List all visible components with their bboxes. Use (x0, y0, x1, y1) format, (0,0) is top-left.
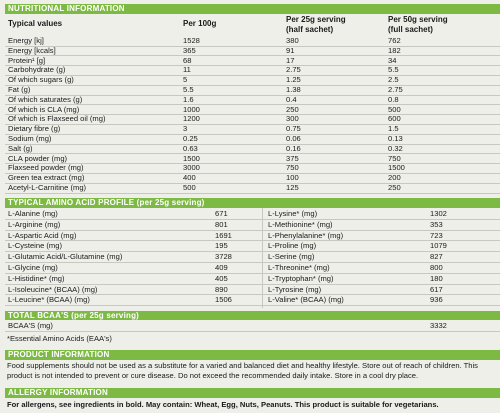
nutritional-header: NUTRITIONAL INFORMATION (5, 4, 500, 14)
nutrition-row-value: 1528 (183, 36, 200, 45)
nutrition-row-value: 250 (388, 183, 401, 192)
nutrition-row-label: Protein¹ [g] (8, 55, 46, 65)
amino-left-label: L-Glycine (mg) (8, 263, 58, 272)
nutrition-row-value: 0.25 (183, 134, 198, 143)
col-per-100g: Per 100g (183, 19, 217, 28)
nutrition-row-label: Of which is CLA (mg) (8, 104, 80, 114)
amino-right-label: L-Serine (mg) (268, 252, 315, 262)
nutrition-row-label: Of which saturates (g) (8, 94, 83, 104)
nutrition-row-label: Fat (g) (8, 85, 31, 94)
nutrition-row-value: 5.5 (388, 65, 399, 75)
nutrition-row-label: Flaxseed powder (mg) (8, 163, 84, 173)
amino-row-rule (5, 262, 500, 263)
nutrition-row-value: 3 (183, 124, 188, 134)
nutrition-row-label: Of which sugars (g) (8, 75, 74, 85)
amino-header: TYPICAL AMINO ACID PROFILE (per 25g serving) (5, 198, 500, 208)
nutrition-row-value: 600 (388, 114, 401, 124)
nutrition-row-rule (5, 134, 500, 135)
nutrition-row-value: 5 (183, 75, 188, 85)
nutrition-row-value: 0.13 (388, 134, 403, 143)
nutrition-row-rule (5, 55, 500, 56)
nutrition-row-value: 1000 (183, 104, 200, 114)
nutrition-row-value: 750 (286, 163, 299, 173)
nutrition-row-rule (5, 65, 500, 66)
nutrition-row-value: 3000 (183, 163, 200, 173)
amino-right-label: L-Valine* (BCAA) (mg) (268, 295, 344, 305)
amino-row-rule (5, 305, 500, 306)
nutrition-row-value: 0.06 (286, 134, 301, 143)
product-text: Food supplements should not be used as a substitute for a varied and balanced diet and healthy lifestyle. Store out of reach of children. This product is not intended to prevent or cure disease. Do not exceed the recommended daily intake. Store in a cool dry place. (7, 361, 478, 380)
nutrition-row-value: 400 (183, 173, 196, 183)
nutrition-row-value: 0.8 (388, 94, 399, 104)
amino-left-label: L-Isoleucine* (BCAA) (mg) (8, 284, 98, 294)
amino-left-label: L-Alanine (mg) (8, 209, 58, 218)
amino-left-value: 409 (215, 263, 228, 272)
nutrition-row-label: Of which is Flaxseed oil (mg) (8, 114, 106, 124)
amino-right-label: L-Tyrosine (mg) (268, 284, 322, 294)
nutrition-row-label: CLA powder (mg) (8, 153, 68, 163)
amino-right-value: 617 (430, 284, 443, 294)
nutrition-row-value: 380 (286, 36, 299, 45)
nutrition-row-value: 1.25 (286, 75, 301, 85)
nutrition-row-value: 68 (183, 55, 192, 65)
amino-divider (262, 208, 263, 308)
bcaa-header: TOTAL BCAA'S (per 25g serving) (5, 311, 500, 320)
bcaa-label: BCAA'S (mg) (8, 321, 53, 330)
amino-right-label: L-Proline (mg) (268, 241, 317, 251)
amino-right-label: L-Phenylalanine* (mg) (268, 230, 344, 240)
allergy-header: ALLERGY INFORMATION (5, 388, 500, 398)
nutrition-row-value: 0.16 (286, 143, 301, 153)
nutrition-row-label: Energy [kj] (8, 36, 44, 45)
amino-left-label: L-Aspartic Acid (mg) (8, 230, 77, 240)
nutrition-row-value: 0.75 (286, 124, 301, 134)
nutrition-row-value: 2.75 (286, 65, 301, 75)
amino-left-value: 195 (215, 241, 228, 251)
amino-row-rule (5, 273, 500, 274)
amino-left-label: L-Histidine* (mg) (8, 273, 65, 283)
nutrition-row-value: 762 (388, 36, 401, 45)
amino-left-value: 1506 (215, 295, 232, 305)
nutrition-row-value: 1500 (388, 163, 405, 173)
nutrition-row-value: 300 (286, 114, 299, 124)
nutrition-row-rule (5, 144, 500, 145)
nutrition-row-rule (5, 153, 500, 154)
nutrition-row-value: 34 (388, 55, 397, 65)
nutrition-row-value: 1500 (183, 153, 200, 163)
nutrition-row-label: Sodium (mg) (8, 134, 52, 143)
amino-row-rule (5, 219, 500, 220)
nutrition-row-value: 0.32 (388, 143, 403, 153)
amino-right-label: L-Tryptophan* (mg) (268, 273, 334, 283)
amino-row-rule (5, 230, 500, 231)
amino-right-value: 827 (430, 252, 443, 262)
nutrition-row-value: 0.63 (183, 143, 198, 153)
nutrition-row-value: 750 (388, 153, 401, 163)
nutrition-row-label: Salt (g) (8, 143, 33, 153)
nutrition-row-value: 91 (286, 45, 295, 55)
amino-left-label: L-Cysteine (mg) (8, 241, 63, 251)
nutrition-row-value: 500 (388, 104, 401, 114)
nutrition-row-value: 1200 (183, 114, 200, 124)
allergy-text: For allergens, see ingredients in bold. May contain: Wheat, Egg, Nuts, Peanuts. This product is suitable for vegetarians. (7, 400, 439, 409)
amino-left-label: L-Glutamic Acid/L-Glutamine (mg) (8, 252, 123, 262)
nutrition-row-value: 125 (286, 183, 299, 192)
amino-right-value: 1079 (430, 241, 447, 251)
nutrition-row-value: 365 (183, 45, 196, 55)
nutrition-row-value: 500 (183, 183, 196, 192)
amino-left-value: 801 (215, 219, 228, 229)
amino-left-value: 1691 (215, 230, 232, 240)
col-per-25g-sub: (half sachet) (286, 25, 334, 34)
bcaa-rule (5, 331, 500, 332)
nutrition-row-value: 1.38 (286, 85, 301, 94)
amino-right-value: 936 (430, 295, 443, 305)
nutrition-row-value: 5.5 (183, 85, 194, 94)
amino-left-label: L-Leucine* (BCAA) (mg) (8, 295, 90, 305)
nutrition-row-rule (5, 75, 500, 76)
nutrition-row-rule (5, 193, 500, 194)
nutrition-row-value: 0.4 (286, 94, 297, 104)
nutrition-row-value: 100 (286, 173, 299, 183)
amino-right-value: 353 (430, 219, 443, 229)
amino-row-rule (5, 240, 500, 241)
col-per-25g: Per 25g serving (286, 15, 346, 24)
amino-right-label: L-Methionine* (mg) (268, 219, 333, 229)
amino-right-value: 800 (430, 263, 443, 272)
amino-right-label: L-Lysine* (mg) (268, 209, 318, 218)
amino-right-value: 180 (430, 273, 443, 283)
col-typical-values: Typical values (8, 19, 63, 28)
nutrition-row-label: Green tea extract (mg) (8, 173, 85, 183)
nutrition-row-rule (5, 46, 500, 47)
amino-right-value: 723 (430, 230, 443, 240)
amino-left-value: 405 (215, 273, 228, 283)
amino-left-value: 3728 (215, 252, 232, 262)
nutrition-row-value: 375 (286, 153, 299, 163)
col-per-50g: Per 50g serving (388, 15, 448, 24)
amino-right-label: L-Threonine* (mg) (268, 263, 330, 272)
nutrition-row-label: Carbohydrate (g) (8, 65, 66, 75)
amino-left-value: 671 (215, 209, 228, 218)
nutrition-row-label: Acetyl-L-Carnitine (mg) (8, 183, 87, 192)
nutrition-row-value: 200 (388, 173, 401, 183)
amino-right-value: 1302 (430, 209, 447, 218)
nutrition-row-value: 11 (183, 65, 191, 75)
bcaa-value: 3332 (430, 321, 447, 330)
nutrition-row-value: 250 (286, 104, 299, 114)
nutrition-row-value: 1.5 (388, 124, 399, 134)
col-per-50g-sub: (full sachet) (388, 25, 433, 34)
nutrition-row-rule (5, 124, 500, 125)
product-header: PRODUCT INFORMATION (5, 350, 500, 360)
amino-left-label: L-Arginine (mg) (8, 219, 61, 229)
nutrition-row-value: 182 (388, 45, 401, 55)
nutrition-row-value: 17 (286, 55, 295, 65)
nutrition-row-rule (5, 85, 500, 86)
nutrition-row-value: 2.5 (388, 75, 399, 85)
nutrition-row-label: Dietary fibre (g) (8, 124, 61, 134)
nutrition-row-value: 2.75 (388, 85, 403, 94)
amino-left-value: 890 (215, 284, 228, 294)
nutrition-row-value: 1.6 (183, 94, 194, 104)
nutrition-row-label: Energy [kcals] (8, 45, 56, 55)
eaa-note: *Essential Amino Acids (EAA's) (7, 334, 112, 343)
